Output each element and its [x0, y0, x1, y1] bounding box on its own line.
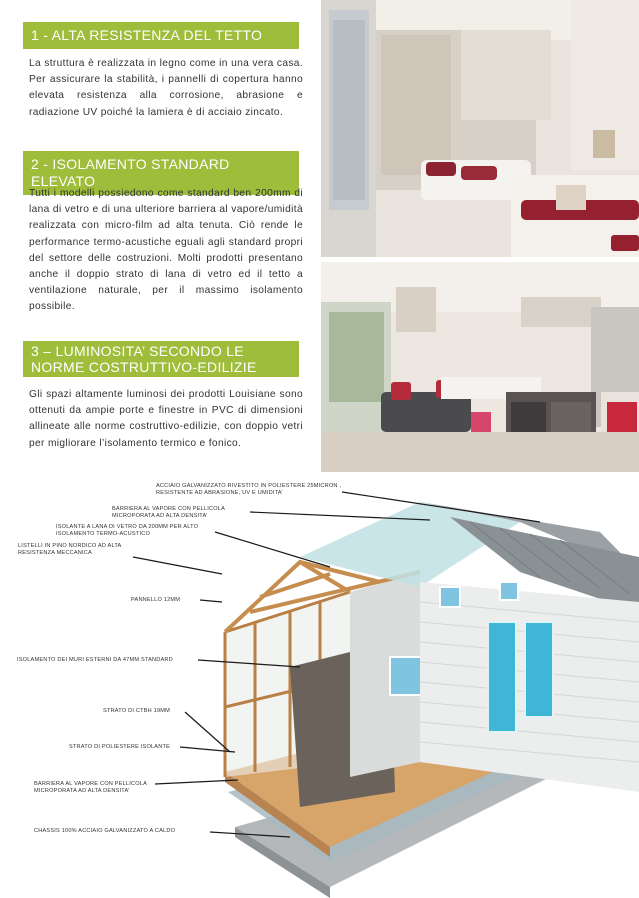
section-2-title: 2 - ISOLAMENTO STANDARD ELEVATO [23, 151, 299, 195]
section-1-body: La struttura è realizzata in legno come in una vera casa. Per assicurare la stabilità, i pannelli di copertura hanno elevata resistenza alla corrosione, abrasione e radiazione UV poiché la lamiera è di acciaio zincato. [29, 58, 303, 118]
label-vapour-barrier-floor: BARRIERA AL VAPORE CON PELLICOLA MICROPORATA AD ALTA DENSITA’ [34, 781, 147, 794]
section-2-body: Tutti i modelli possiedono come standard ben 200mm di lana di vetro e di una ulteriore barriera al vapore/umidità realizzata con micro-film ad alta tenuta. Ciò rende le performance termo-acustiche eguali agli standard propri del settore delle costruzioni. Molti prodotti presentano anche il doppio strato di lana di vetro ed il tetto a ventilazione naturale, per il massimo isolamento possibile. [29, 188, 303, 313]
label-ctbh: STRATO DI CTBH 19MM [103, 708, 170, 714]
bedroom-photo [321, 0, 639, 257]
section-3-title: 3 – LUMINOSITA’ SECONDO LE NORME COSTRUTTIVO-EDILIZIE [23, 341, 299, 377]
living-kitchen-photo [321, 262, 639, 472]
label-glass-wool: ISOLANTE A LANA DI VETRO DA 200MM PER ALTO ISOLAMENTO TERMO-ACUSTICO [56, 524, 199, 537]
section-1-title: 1 - ALTA RESISTENZA DEL TETTO [23, 22, 299, 49]
label-vapour-barrier-top: BARRIERA AL VAPORE CON PELLICOLA MICROPORATA AD ALTA DENSITA’ [112, 506, 225, 519]
label-polyester: STRATO DI POLIESTERE ISOLANTE [69, 744, 171, 750]
label-wall-insulation: ISOLAMENTO DEI MURI ESTERNI DA 47MM STANDARD [17, 657, 173, 663]
label-chassis: CHASSIS 100% ACCIAIO GALVANIZZATO A CALDO [34, 828, 176, 834]
blue-door [488, 622, 516, 732]
section-3-body: Gli spazi altamente luminosi dei prodotti Louisiane sono ottenuti da ampie porte e finestre in PVC di dimensioni allineate alle norme costruttivo-edilizie, con doppio vetri per migliorare l’isolamento termico e fonico. [29, 389, 303, 449]
label-steel-roof: ACCIAIO GALVANIZZATO RIVESTITO IN POLIESTERE 25MICRON , RESISTENTE AD ABRASIONE, UV E UMIDITA’ [156, 483, 342, 496]
label-pine-battens: LISTELLI IN PINO NORDICO AD ALTA RESISTENZA MECCANICA [18, 543, 122, 556]
label-panel: PANNELLO 12MM [131, 597, 181, 603]
